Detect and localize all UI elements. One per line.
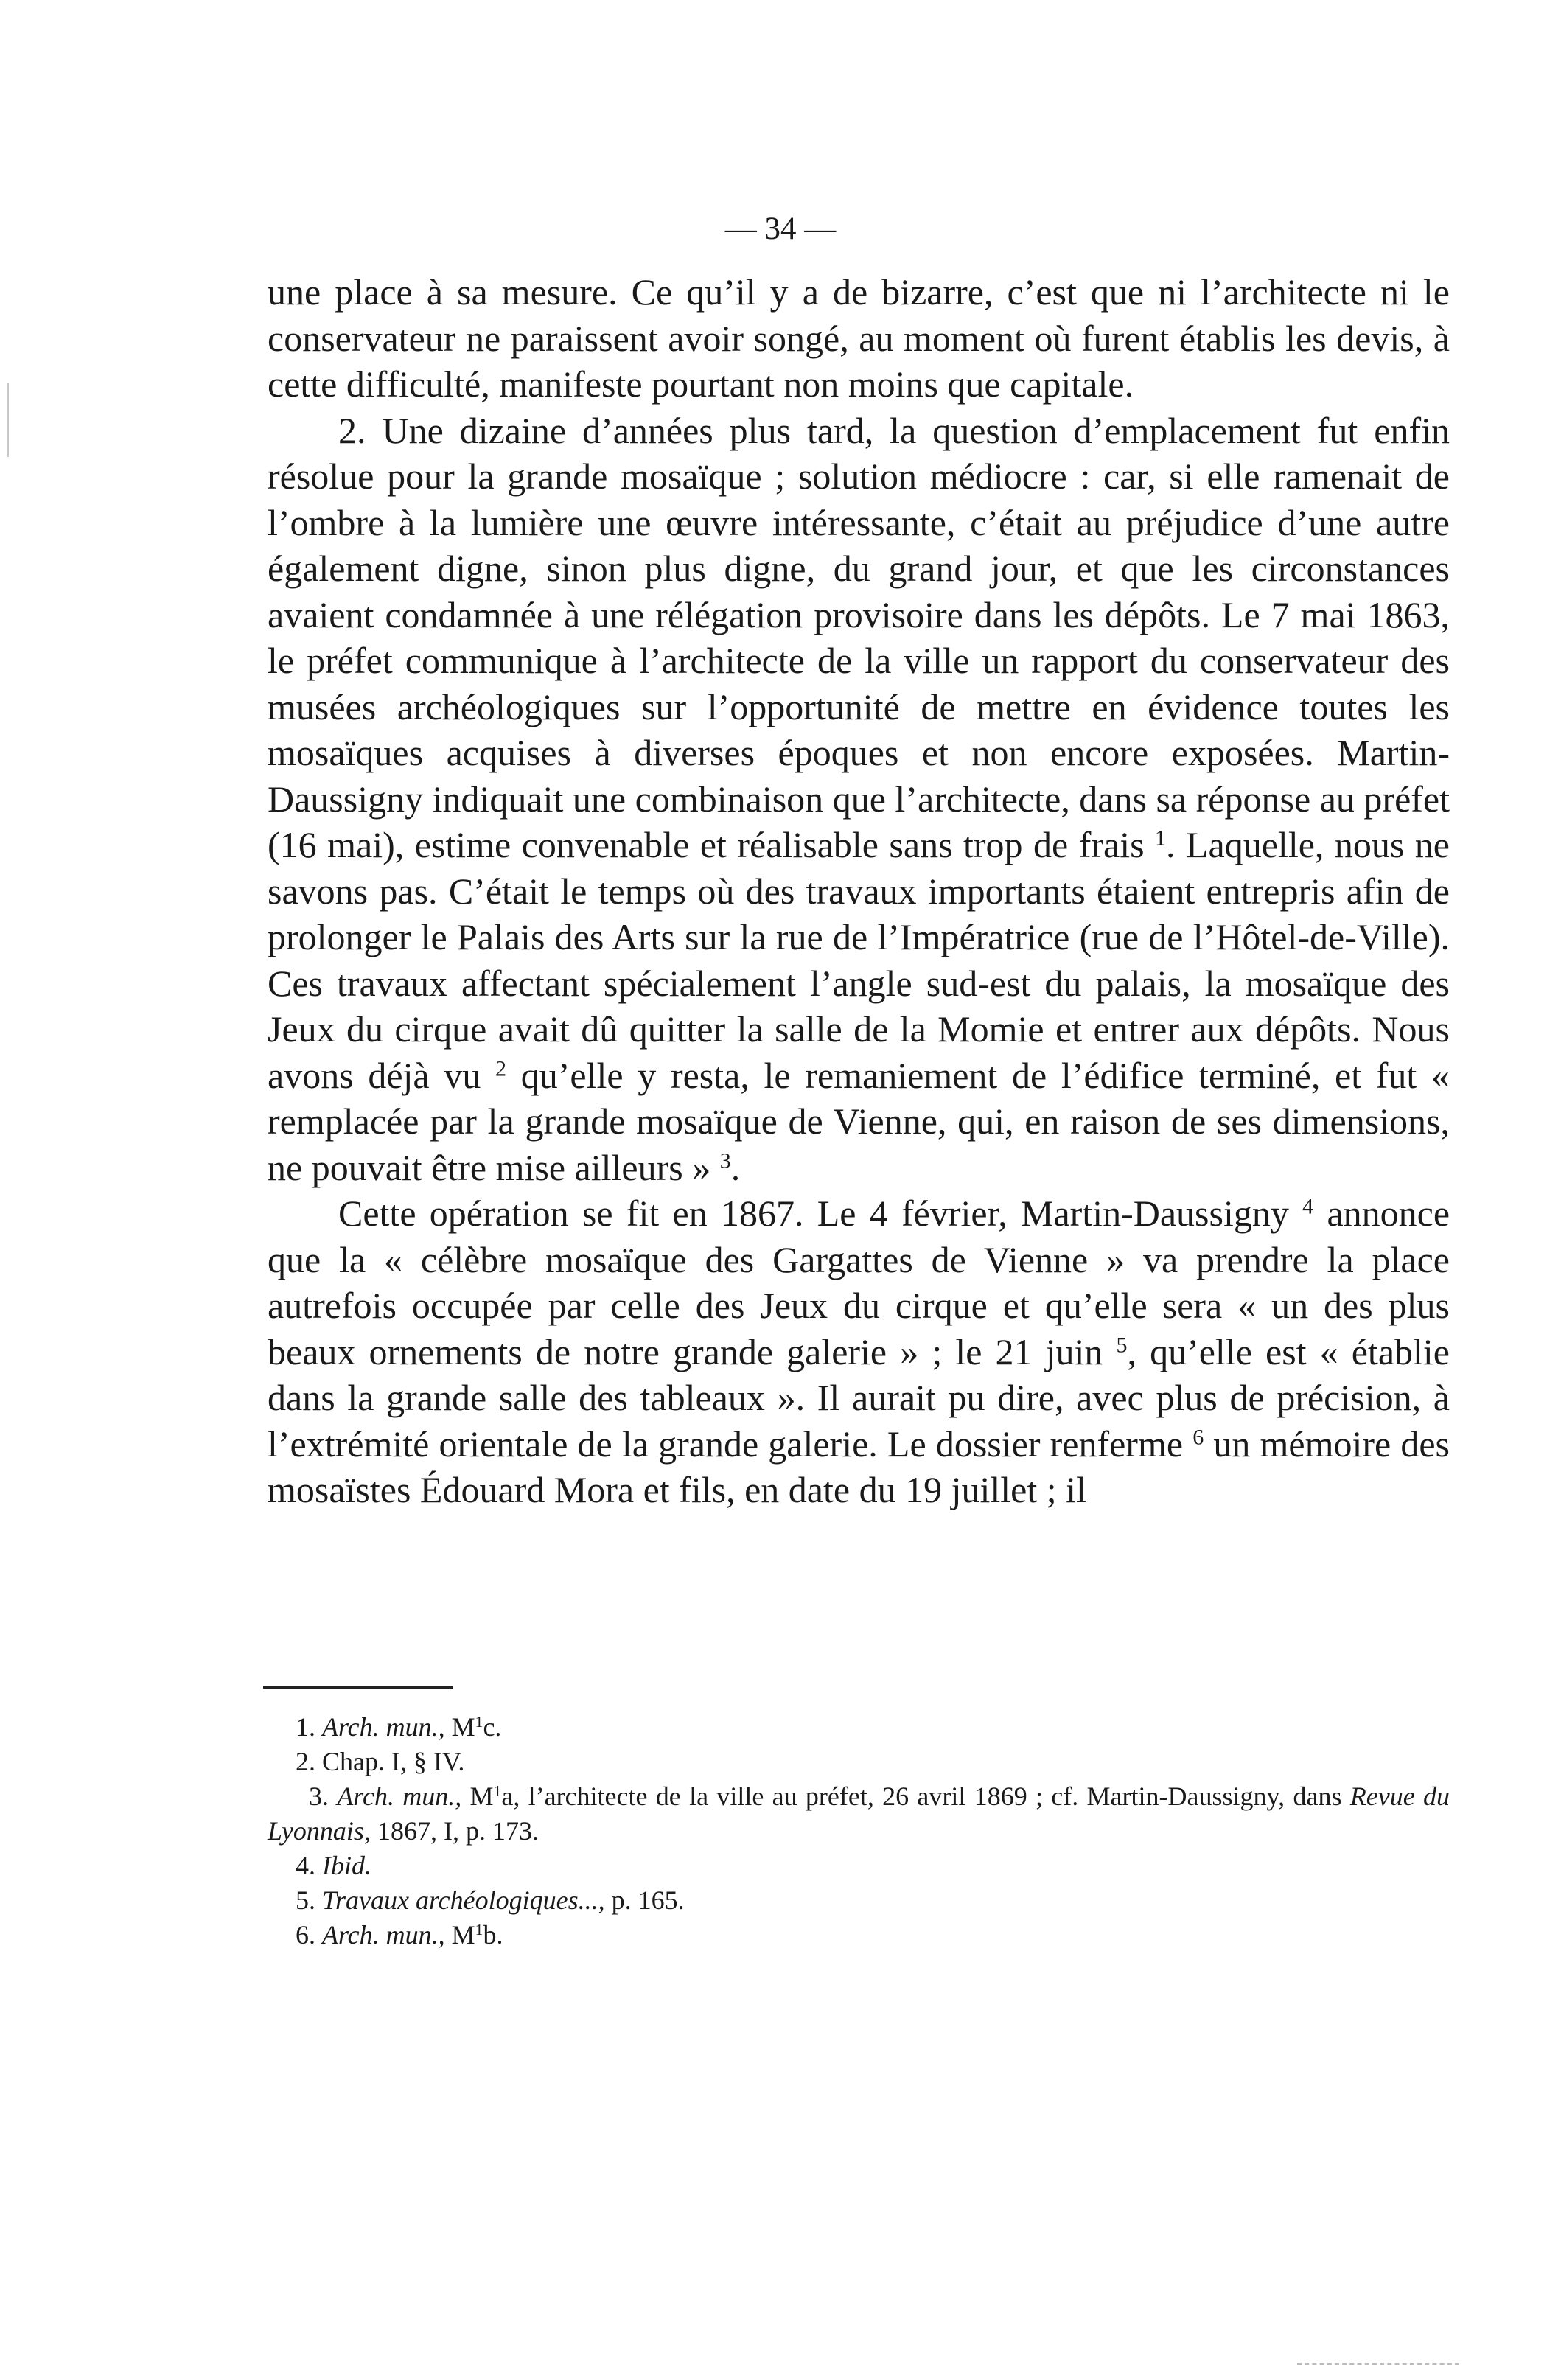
paragraph-3-part-c: , qu’elle est « établie dans la grande salle des tableaux ». Il aurait pu dire, avec plus de précision, à l’extrémité orientale de la grande galerie. Le dossier renferme bbox=[268, 1330, 1450, 1465]
paragraph-2 bbox=[268, 408, 1450, 1191]
footnote-text: c. bbox=[483, 1712, 502, 1742]
main-text bbox=[268, 269, 1450, 1513]
footnote-source: Arch. mun., bbox=[322, 1712, 445, 1742]
paragraph-2-part-b: . Laquelle, nous ne savons pas. C’était le temps où des travaux importants étaient entrepris afin de prolonger le Palais des Arts sur la rue de l’Impératrice (rue de l’Hôtel-de-Ville). Ces travaux affectant spécialement l’angle sud-est du palais, la mosaïque des Jeux du cirque avait dû quitter la salle de la Momie et entrer aux dépôts. Nous avons déjà vu bbox=[268, 824, 1450, 1096]
footnote-sup: 1 bbox=[475, 1921, 483, 1939]
footnote-text: M bbox=[451, 1920, 475, 1950]
footnote-ref-1: 1 bbox=[1155, 826, 1167, 851]
footnote-sup: 1 bbox=[493, 1782, 502, 1801]
paragraph-3 bbox=[268, 1190, 1450, 1513]
footnote-2 bbox=[268, 1745, 1450, 1779]
footnote-ref-2: 2 bbox=[495, 1056, 507, 1081]
footnote-1 bbox=[268, 1710, 1450, 1745]
footnote-source: Revue du Lyonnais, bbox=[268, 1781, 1450, 1846]
footnote-source: Ibid. bbox=[322, 1851, 371, 1880]
paragraph-1: une place à sa mesure. Ce qu’il y a de bizarre, c’est que ni l’architecte ni le conservateur ne paraissent avoir songé, au moment où furent établis les devis, à cette difficulté, manifeste pourtant non moins que capitale. bbox=[268, 271, 1450, 405]
footnote-ref-6: 6 bbox=[1192, 1425, 1204, 1449]
paragraph-3-part-b: annonce que la « célèbre mosaïque des Gargattes de Vienne » va prendre la place autrefois occupée par celle des Jeux du cirque et qu’elle sera « un des plus beaux ornements de notre grande galerie » ; le 21 juin bbox=[268, 1193, 1450, 1372]
footnote-3 bbox=[268, 1779, 1450, 1849]
footnote-number: 6. bbox=[296, 1920, 315, 1950]
footnote-number: 2. bbox=[296, 1747, 315, 1776]
footnote-text: a, l’architecte de la ville au préfet, 26 avril 1869 ; cf. Martin-Daussigny, dans bbox=[501, 1781, 1342, 1811]
footnote-number: 3. bbox=[309, 1781, 329, 1811]
footnote-ref-5: 5 bbox=[1116, 1333, 1128, 1357]
footnote-source: Arch. mun., bbox=[322, 1920, 445, 1950]
footnote-6 bbox=[268, 1918, 1450, 1952]
footnote-text: Chap. I, § IV. bbox=[322, 1747, 465, 1776]
footnote-text: M bbox=[451, 1712, 475, 1742]
footnote-5 bbox=[268, 1883, 1450, 1918]
footnote-number: 5. bbox=[296, 1885, 315, 1915]
footnote-text: b. bbox=[483, 1920, 503, 1950]
footnote-text: p. 165. bbox=[611, 1885, 685, 1915]
scan-edge-mark bbox=[1297, 2363, 1459, 2365]
footnote-sup: 1 bbox=[475, 1713, 483, 1731]
footnote-source: Arch. mun., bbox=[337, 1781, 462, 1811]
footnote-number: 1. bbox=[296, 1712, 315, 1742]
footnote-ref-4: 4 bbox=[1302, 1194, 1314, 1219]
paragraph-3-part-a: Cette opération se fit en 1867. Le 4 février, Martin-Daussigny bbox=[338, 1193, 1289, 1234]
paragraph-3-part-d: un mémoire des mosaïstes Édouard Mora et fils, en date du 19 juillet ; il bbox=[268, 1423, 1450, 1510]
paragraph-2-part-c: qu’elle y resta, le remaniement de l’édifice terminé, et fut « remplacée par la grande mosaïque de Vienne, qui, en raison de ses dimensions, ne pouvait être mise ailleurs » bbox=[268, 1054, 1450, 1188]
paragraph-2-part-a: 2. Une dizaine d’années plus tard, la question d’emplacement fut enfin résolue pour la grande mosaïque ; solution médiocre : car, si elle ramenait de l’ombre à la lumière une œuvre intéressante, c’était au préjudice d’une autre également digne, sinon plus digne, du grand jour, et que les circonstances avaient condamnée à une rélégation provisoire dans les dépôts. Le 7 mai 1863, le préfet communique à l’architecte de la ville un rapport du conservateur des musées archéologiques sur l’opportunité de mettre en évidence toutes les mosaïques acquises à diverses époques et non encore exposées. Martin-Daussigny indiquait une combinaison que l’architecte, dans sa réponse au préfet (16 mai), estime convenable et réalisable sans trop de frais bbox=[268, 409, 1450, 865]
footnote-divider bbox=[263, 1686, 453, 1689]
footnote-source: Travaux archéologiques..., bbox=[322, 1885, 605, 1915]
footnote-number: 4. bbox=[296, 1851, 315, 1880]
footnote-4 bbox=[268, 1849, 1450, 1883]
page-number: — 34 — bbox=[724, 212, 837, 246]
margin-scan-mark bbox=[7, 383, 9, 457]
footnote-ref-3: 3 bbox=[719, 1148, 731, 1173]
footnotes bbox=[268, 1710, 1450, 1952]
footnote-text: M bbox=[469, 1781, 494, 1811]
paragraph-2-part-d: . bbox=[730, 1146, 741, 1188]
footnote-text: 1867, I, p. 173. bbox=[377, 1816, 539, 1846]
